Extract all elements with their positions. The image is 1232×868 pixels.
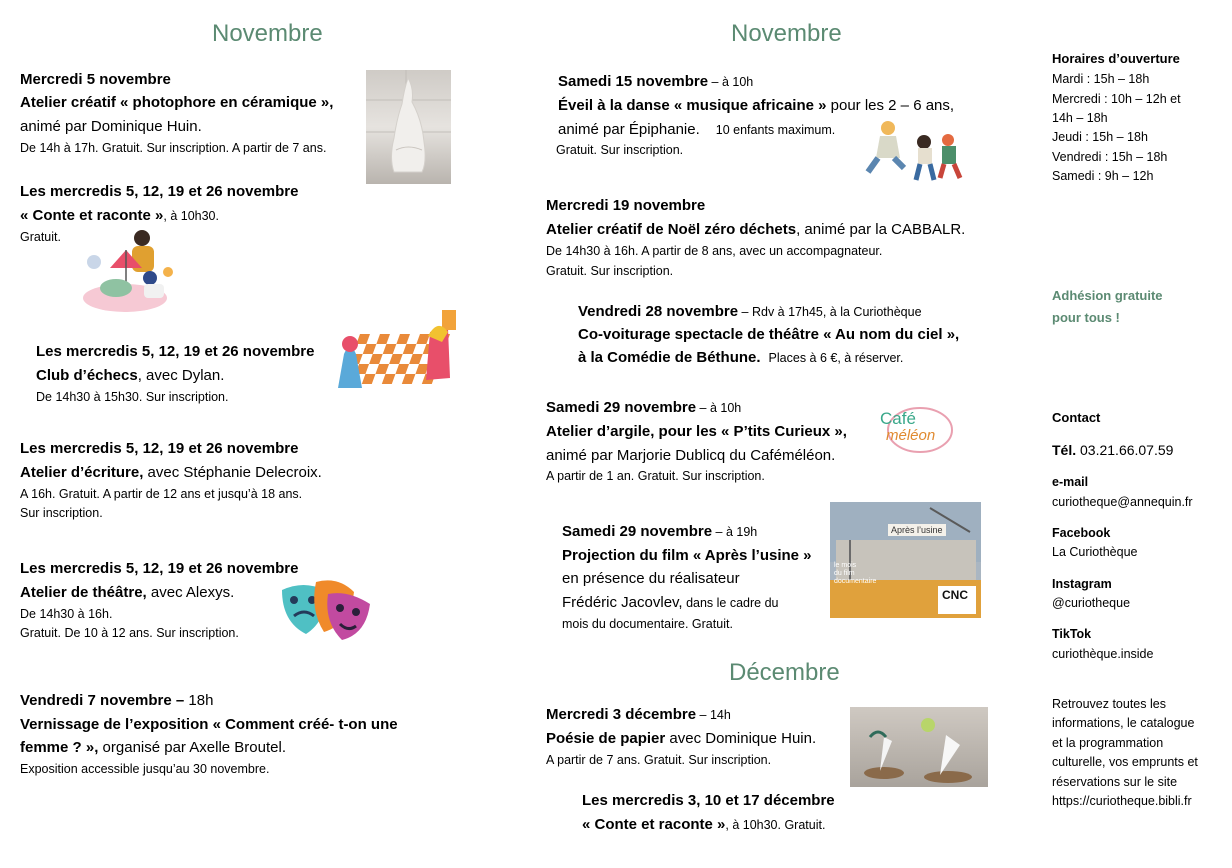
- event-host: animé par Dominique Huin.: [20, 118, 202, 135]
- hours-line: Vendredi : 15h – 18h: [1052, 150, 1168, 164]
- email-link[interactable]: curiotheque@annequin.fr: [1052, 495, 1193, 509]
- event-title-line: [582, 815, 825, 835]
- film-poster-apres-lusine: [830, 502, 981, 618]
- event-info: A partir de 1 an. Gratuit. Sur inscription.: [546, 469, 765, 483]
- poster-cnc-logo: CNC: [942, 588, 968, 602]
- event-date-line: [546, 705, 731, 725]
- contact-title: Contact: [1052, 410, 1101, 425]
- event-title: Atelier créatif de Noël zéro déchets: [546, 221, 797, 238]
- event-title: Club d’échecs: [36, 367, 138, 384]
- poster-brand: le mois du film documentaire: [834, 562, 877, 585]
- event-title: Atelier de théâtre,: [20, 584, 147, 601]
- website-link[interactable]: https://curiotheque.bibli.fr: [1052, 794, 1192, 808]
- month-heading-december: Décembre: [729, 659, 840, 686]
- footer-text: et la programmation: [1052, 736, 1164, 750]
- adhesion-text: pour tous !: [1052, 310, 1120, 325]
- event-date: Les mercredis 5, 12, 19 et 26 novembre: [20, 560, 299, 577]
- event-title-line: [20, 738, 286, 758]
- chess-illustration: [330, 306, 458, 392]
- event-host: organisé par Axelle Broutel.: [98, 739, 286, 756]
- hours-line: 14h – 18h: [1052, 111, 1108, 125]
- event-date: Les mercredis 5, 12, 19 et 26 novembre: [20, 183, 299, 200]
- hours-line: Mardi : 15h – 18h: [1052, 72, 1150, 86]
- event-host: animé par Marjorie Dublicq du Caféméléon.: [546, 447, 836, 464]
- event-title: « Conte et raconte »: [582, 816, 726, 833]
- paper-poetry-photo: [850, 707, 988, 787]
- cafemeleon-logo: [876, 404, 956, 460]
- theatre-masks-icon: [278, 576, 374, 644]
- event-detail: Frédéric Jacovlev,: [562, 594, 683, 611]
- poster-film-title: Après l’usine: [888, 524, 946, 536]
- event-host: animé par Épiphanie.: [558, 121, 700, 138]
- event-title-line: [546, 729, 816, 749]
- event-host: , avec Dylan.: [137, 367, 225, 384]
- event-title-line: [578, 348, 903, 368]
- event-date: Mercredi 5 novembre: [20, 71, 171, 88]
- event-title-line: [546, 220, 965, 240]
- event-time: – 14h: [696, 708, 731, 722]
- event-date: Samedi 15 novembre: [558, 73, 709, 90]
- event-host: avec Stéphanie Delecroix.: [143, 464, 322, 481]
- event-title: « Conte et raconte »: [20, 207, 164, 224]
- tiktok-label: TikTok: [1052, 627, 1092, 641]
- event-title: Atelier créatif « photophore en céramique »,: [20, 94, 334, 111]
- event-info: De 14h à 17h. Gratuit. Sur inscription. A partir de 7 ans.: [20, 141, 327, 155]
- event-info: A partir de 7 ans. Gratuit. Sur inscription.: [546, 753, 772, 767]
- event-date: Les mercredis 5, 12, 19 et 26 novembre: [36, 343, 315, 360]
- event-date: Mercredi 3 décembre: [546, 706, 697, 723]
- event-detail: mois du documentaire. Gratuit.: [562, 617, 733, 631]
- hours-line: Jeudi : 15h – 18h: [1052, 130, 1148, 144]
- instagram-label: Instagram: [1052, 577, 1112, 591]
- event-title-line: [36, 366, 224, 386]
- tiktok-link[interactable]: curiothèque.inside: [1052, 647, 1154, 661]
- event-host-line: [558, 120, 835, 140]
- instagram-link[interactable]: @curiotheque: [1052, 596, 1131, 610]
- event-info: Gratuit. De 10 à 12 ans. Sur inscription.: [20, 626, 239, 640]
- facebook-label: Facebook: [1052, 526, 1111, 540]
- phone-number[interactable]: 03.21.66.07.59: [1076, 442, 1174, 458]
- footer-text: informations, le catalogue: [1052, 716, 1195, 730]
- event-title: Atelier d’écriture,: [20, 464, 144, 481]
- event-date: Vendredi 28 novembre: [578, 303, 739, 320]
- event-title-line: [558, 96, 954, 116]
- footer-text: culturelle, vos emprunts et: [1052, 755, 1198, 769]
- event-date-line: [546, 398, 741, 418]
- email-label: e-mail: [1052, 475, 1089, 489]
- event-date-line: [20, 691, 213, 711]
- event-info: De 14h30 à 16h. A partir de 8 ans, avec un accompagnateur.: [546, 244, 883, 258]
- event-audience: pour les 2 – 6 ans,: [826, 97, 955, 114]
- event-info: Gratuit.: [20, 230, 61, 244]
- event-time: – à 19h: [712, 525, 758, 539]
- event-host: avec Dominique Huin.: [665, 730, 817, 747]
- event-host: avec Alexys.: [146, 584, 235, 601]
- hours-line: Mercredi : 10h – 12h et: [1052, 92, 1181, 106]
- event-info: A 16h. Gratuit. A partir de 12 ans et jusqu’à 18 ans.: [20, 487, 303, 501]
- event-info: De 14h30 à 16h.: [20, 607, 113, 621]
- dancing-children-illustration: [864, 118, 972, 184]
- ceramic-photophore-photo: [366, 70, 451, 184]
- event-date: Samedi 29 novembre: [562, 523, 713, 540]
- event-title: Poésie de papier: [546, 730, 666, 747]
- event-time: – à 10h: [696, 401, 742, 415]
- event-info: Places à 6 €, à réserver.: [768, 351, 904, 365]
- event-time: – à 10h: [708, 75, 754, 89]
- event-info: Sur inscription.: [20, 506, 103, 520]
- event-title: Projection du film « Après l’usine »: [562, 547, 812, 564]
- event-detail: en présence du réalisateur: [562, 570, 740, 587]
- event-date-line: [578, 302, 922, 322]
- event-time: – Rdv à 17h45, à la Curiothèque: [738, 305, 922, 319]
- event-detail-line: [562, 593, 779, 613]
- hours-line: Samedi : 9h – 12h: [1052, 169, 1154, 183]
- phone-line: [1052, 441, 1173, 461]
- event-date: Mercredi 19 novembre: [546, 197, 706, 214]
- event-date: Vendredi 7 novembre –: [20, 692, 185, 709]
- event-title: Atelier d’argile, pour les « P’tits Curieux »,: [546, 423, 847, 440]
- event-title: à la Comédie de Béthune.: [578, 349, 761, 366]
- event-host: , animé par la CABBALR.: [796, 221, 966, 238]
- event-detail: dans le cadre du: [682, 596, 779, 610]
- event-title-line: [20, 583, 234, 603]
- event-time: , à 10h30. Gratuit.: [725, 818, 826, 832]
- event-date: Les mercredis 3, 10 et 17 décembre: [582, 792, 835, 809]
- facebook-link[interactable]: La Curiothèque: [1052, 545, 1138, 559]
- event-date: Les mercredis 5, 12, 19 et 26 novembre: [20, 440, 299, 457]
- event-title-line: [20, 463, 322, 483]
- footer-text: réservations sur le site: [1052, 775, 1178, 789]
- footer-text: Retrouvez toutes les: [1052, 697, 1166, 711]
- storytelling-illustration: [80, 228, 180, 314]
- month-heading-november-middle: Novembre: [731, 20, 842, 47]
- event-info: Gratuit. Sur inscription.: [546, 264, 674, 278]
- month-heading-november-left: Novembre: [212, 20, 323, 47]
- event-date-line: [558, 72, 753, 92]
- cafemeleon-logo-text-2: méléon: [886, 427, 936, 444]
- event-title: Éveil à la danse « musique africaine »: [558, 97, 827, 114]
- event-title: femme ? »,: [20, 739, 99, 756]
- event-time: 18h: [184, 692, 214, 709]
- phone-label: Tél.: [1052, 442, 1077, 458]
- hours-title: Horaires d’ouverture: [1052, 51, 1180, 66]
- event-info: Gratuit. Sur inscription.: [556, 143, 684, 157]
- event-date-line: [562, 522, 757, 542]
- event-title-line: [20, 206, 219, 226]
- event-time: , à 10h30.: [163, 209, 219, 223]
- event-date: Samedi 29 novembre: [546, 399, 697, 416]
- adhesion-text: Adhésion gratuite: [1052, 288, 1163, 303]
- event-info: De 14h30 à 15h30. Sur inscription.: [36, 390, 229, 404]
- event-info: Exposition accessible jusqu’au 30 novembre.: [20, 762, 270, 776]
- event-title: Vernissage de l’exposition « Comment créé- t-on une: [20, 716, 398, 733]
- cafemeleon-logo-text-1: Café: [880, 409, 916, 428]
- event-title: Co-voiturage spectacle de théâtre « Au nom du ciel »,: [578, 326, 960, 343]
- event-limit: 10 enfants maximum.: [715, 123, 836, 137]
